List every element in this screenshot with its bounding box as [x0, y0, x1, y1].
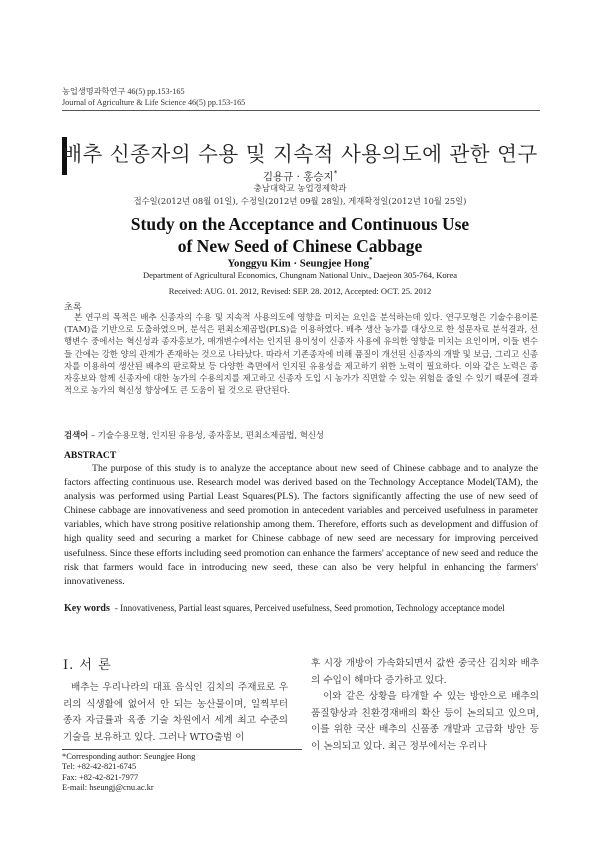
authors-english-names: Yonggyu Kim · Seungjee Hong: [227, 257, 370, 270]
intro-left-column: 배추는 우리나라의 대표 음식인 김치의 주재료로 우리의 식생활에 없어서 안 되는 농산물이며, 일찍부터 종자 자급률과 육종 기술 차원에서 세계 최고 수준의 기술을 보유하고 있다. 그러나 WTO출범 이: [63, 682, 288, 743]
abstract-korean: 본 연구의 목적은 배추 신종자의 수용 및 지속적 사용의도에 영향을 미치는 요인을 분석하는데 있다. 연구모형은 기술수용이론(TAM)을 기반으로 도출하였으며, 분석은 편최소제곱법(PLS)을 이용하였다. 배추 생산 농가를 대상으로 한 설문자료 분석결과, 선행변수 중에서는 혁신성과 종자홍보가, 매개변수에서는 인지된 용이성이 신종자 사용에 유의한 영향을 미치는 요인이며, 이들 변수들 간에는 강한 양의 관계가 존재하는 것으로 나타났다. 따라서 기존종자에 비해 품질이 개선된 신종자의 개발 및 보급, 그리고 신종자를 이용하여 생산된 배추의 판로확보 등 다양한 측면에서 인지된 유용성을 제고하기 위한 노력이 필요하다. 이와 같은 노력은 종자홍보와 함께 신종자에 대한 농가의 수용의지를 제고하고 신종자 도입 시 농가가 직면할 수 있는 위험을 줄일 수 있기 때문에 결과적으로 농가의 혁신성 향상에도 큰 도움이 될 것으로 판단된다.: [64, 312, 538, 396]
dates-korean: 접수일(2012년 08월 01일), 수정일(2012년 09월 28일), 게재확정일(2012년 10월 25일): [133, 196, 467, 206]
intro-right-column: [311, 656, 539, 756]
header-rule: [62, 110, 540, 111]
keywords-english-label: Key words: [64, 603, 110, 614]
authors-english: [0, 256, 600, 270]
journal-citation-kr: 농업생명과학연구 46(5) pp.153-165: [62, 87, 185, 96]
authors-korean-names: 김용규 · 홍승지: [262, 171, 334, 183]
journal-citation-en: Journal of Agriculture & Life Science 46(5) pp.153-165: [62, 98, 246, 107]
abstract-korean-heading: 초록: [64, 302, 82, 313]
keywords-korean-list: – 기술수용모형, 인지된 유용성, 종자홍보, 편최소제곱법, 혁신성: [88, 430, 325, 440]
keywords-korean-label: 검색어: [64, 430, 89, 440]
corresponding-mark-en: *: [369, 256, 373, 264]
keywords-english-list: - Innovativeness, Partial least squares, Perceived usefulness, Seed promotion, Technology acceptance model: [114, 603, 505, 613]
affiliation-english: Department of Agricultural Economics, Chungnam National Univ., Daejeon 305-764, Korea: [142, 270, 458, 280]
intro-right-continuation: 후 시장 개방이 가속화되면서 값싼 중국산 김치와 배추의 수입이 해마다 증가하고 있다.: [311, 658, 539, 686]
keywords-korean: [64, 429, 324, 441]
footnote-fax: Fax: +82-42-821-7977: [62, 772, 139, 782]
affiliation-korean: 충남대학교 농업경제학과: [253, 184, 347, 194]
abstract-english: The purpose of this study is to analyze the acceptance about new seed of Chinese cabbage and to analyze the factors affecting continuous use. Research model was derived based on the Technology Acceptance Model(TAM), the analysis was performed using Partial Least Squares(PLS). The factors significantly affecting the use of new seed of Chinese cabbage are innovativeness and seed promotion in antecedent variables and perceived usefulness in parameter variables, which have strong positive relationship among them. Therefore, efforts such as development and diffusion of high quality seed and securing a market for Chinese cabbage of new seed are necessary for improving perceived usefulness. Since these efforts including seed promotion can enhance the farmers' acceptance of new seed and reduce the risk that farmers would face in introducing new seed, these can also be very helpful in enhancing the farmers' innovativeness.: [64, 463, 538, 587]
intro-right-paragraph: 이와 같은 상황을 타개할 수 있는 방안으로 배추의 품질향상과 친환경재배의 확산 등이 논의되고 있으며, 이를 위한 국산 배추의 신품종 개발과 고급화 방안 등이 논의되고 있다. 최근 정부에서는 우리나: [311, 691, 539, 752]
title-english-line-2: of New Seed of Chinese Cabbage: [177, 236, 423, 256]
title-english-line-1: Study on the Acceptance and Continuous Use: [130, 214, 470, 234]
dates-english: Received: AUG. 01. 2012, Revised: SEP. 28. 2012, Accepted: OCT. 25. 2012: [168, 286, 432, 296]
keywords-english: [64, 602, 538, 615]
footnote-rule: [62, 749, 302, 750]
section-heading-introduction: Ⅰ. 서 론: [63, 658, 112, 673]
journal-header: [62, 86, 540, 111]
title-english: [0, 213, 600, 257]
corresponding-mark-kr: *: [333, 169, 338, 178]
footnote-tel: Tel: +82-42-821-6745: [62, 762, 137, 772]
abstract-english-heading: ABSTRACT: [64, 450, 117, 461]
footnote: [62, 752, 195, 794]
title-korean: 배추 신종자의 수용 및 지속적 사용의도에 관한 연구: [62, 142, 538, 166]
footnote-corresponding: *Corresponding author: Seungjee Hong: [62, 752, 196, 761]
footnote-email: E-mail: hseungj@cnu.ac.kr: [62, 783, 154, 793]
